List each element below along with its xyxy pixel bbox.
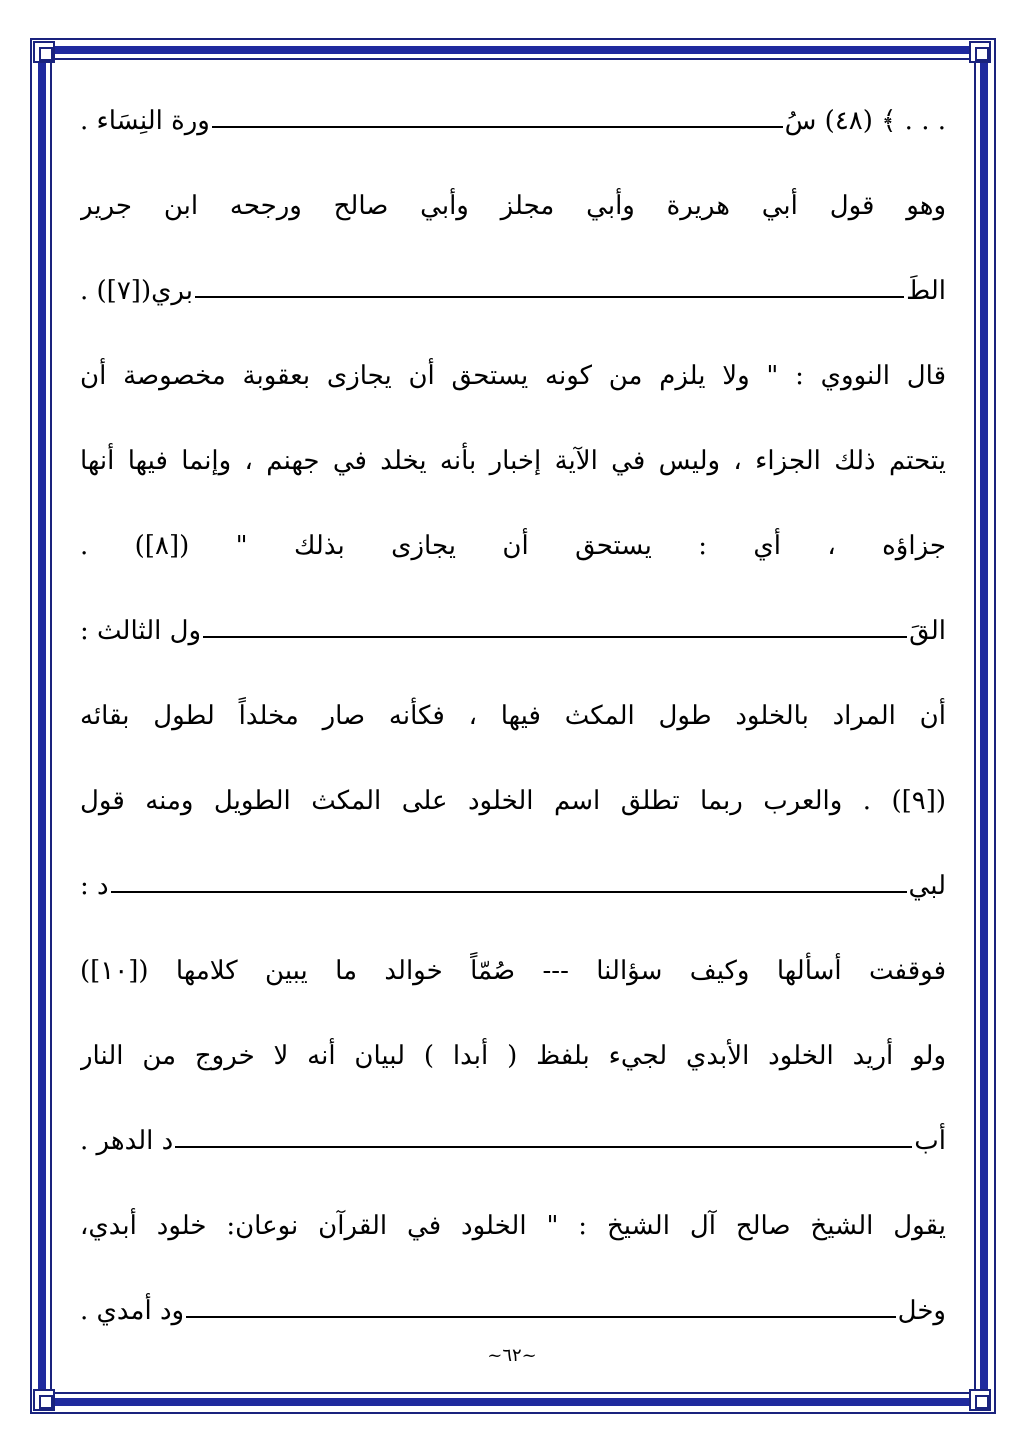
kashida-extension <box>212 126 783 128</box>
corner-ornament-top-right <box>969 41 991 63</box>
line-segment-start: الطَ <box>906 275 946 306</box>
text-line <box>80 163 946 248</box>
text-line <box>80 843 946 928</box>
text-line <box>80 503 946 588</box>
text-line <box>80 673 946 758</box>
line-segment-start: لبي <box>908 870 946 901</box>
line-text: فوقفت أسألها وكيف سؤالنا --- صُمّاً خوالد ما يبين كلامها ([١٠]) <box>80 955 946 986</box>
line-text: ([٩]) . والعرب ربما تطلق اسم الخلود على المكث الطويل ومنه قول <box>80 785 946 816</box>
text-line <box>80 1183 946 1268</box>
corner-ornament-bottom-right <box>969 1389 991 1411</box>
corner-ornament-bottom-left <box>33 1389 55 1411</box>
text-line <box>80 588 946 673</box>
line-text: ولو أريد الخلود الأبدي لجيء بلفظ ( أبدا ) لبيان أنه لا خروج من النار <box>80 1040 946 1071</box>
line-segment-end: ود أمدي . <box>80 1295 185 1326</box>
line-segment-end: د الدهر . <box>80 1125 174 1156</box>
text-line <box>80 78 946 163</box>
line-segment-end: بري([٧]) . <box>80 275 194 306</box>
line-text: يقول الشيخ صالح آل الشيخ : " الخلود في القرآن نوعان: خلود أبدي، <box>80 1210 946 1241</box>
line-text: قال النووي : " ولا يلزم من كونه يستحق أن يجازى بعقوبة مخصوصة أن <box>80 360 946 391</box>
line-segment-start: أب <box>914 1125 946 1156</box>
kashida-extension <box>111 891 907 893</box>
kashida-extension <box>195 296 904 298</box>
line-segment-end: د : <box>80 870 109 901</box>
text-line <box>80 1013 946 1098</box>
line-text: وهو قول أبي هريرة وأبي مجلز وأبي صالح ورجحه ابن جرير <box>80 190 946 221</box>
text-line <box>80 1268 946 1353</box>
corner-ornament-top-left <box>33 41 55 63</box>
line-text: يتحتم ذلك الجزاء ، وليس في الآية إخبار بأنه يخلد في جهنم ، وإنما فيها أنها <box>80 445 946 476</box>
text-line <box>80 1098 946 1183</box>
line-segment-end: ورة النِسَاء . <box>80 105 210 136</box>
text-line <box>80 248 946 333</box>
kashida-extension <box>203 636 907 638</box>
line-text: أن المراد بالخلود طول المكث فيها ، فكأنه صار مخلداً لطول بقائه <box>80 700 946 731</box>
kashida-extension <box>186 1316 896 1318</box>
poem-line <box>80 928 946 1013</box>
line-segment-start: القَ <box>909 615 946 646</box>
line-segment-start: . . . ﴾ (٤٨) سُ <box>784 105 946 136</box>
text-line <box>80 418 946 503</box>
document-body <box>80 78 946 1368</box>
text-line <box>80 333 946 418</box>
line-text: جزاؤه ، أي : يستحق أن يجازى بذلك " ([٨]) . <box>80 530 946 561</box>
page-number: ~٦٢~ <box>487 1345 537 1366</box>
line-segment-end: ول الثالث : <box>80 615 202 646</box>
kashida-extension <box>175 1146 912 1148</box>
text-line <box>80 758 946 843</box>
line-segment-start: وخل <box>897 1295 946 1326</box>
